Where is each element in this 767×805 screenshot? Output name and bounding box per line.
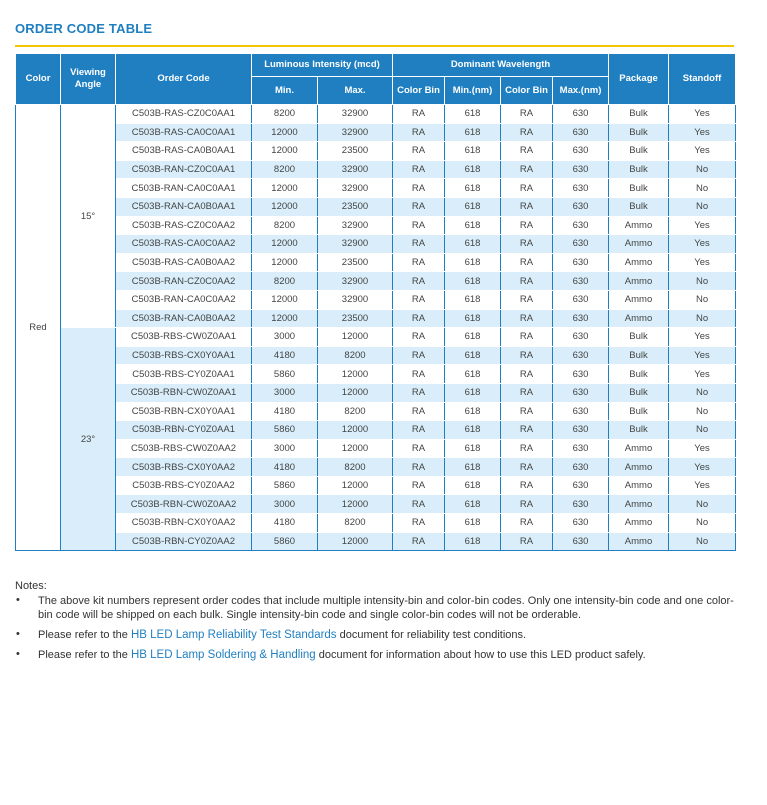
header-lum-max: Max. [318,77,393,105]
color-bin-cell: RA [393,253,445,272]
lum-min-cell: 12000 [252,309,318,328]
standoff-cell: Yes [669,328,736,347]
color-bin-cell: RA [501,309,553,328]
package-cell: Ammo [609,532,669,551]
color-bin-cell: RA [501,383,553,402]
color-bin-cell: RA [393,309,445,328]
lum-max-cell: 12000 [318,439,393,458]
color-bin-cell: RA [501,290,553,309]
color-bin-cell: RA [501,253,553,272]
lum-max-cell: 32900 [318,235,393,254]
lum-min-cell: 3000 [252,328,318,347]
wavelength-min-cell: 618 [445,346,501,365]
package-cell: Ammo [609,495,669,514]
viewing-angle-cell: 15° [61,105,116,328]
wavelength-max-cell: 630 [553,197,609,216]
wavelength-min-cell: 618 [445,235,501,254]
wavelength-min-cell: 618 [445,365,501,384]
table-row [16,532,736,551]
order-code-cell: C503B-RBS-CX0Y0AA1 [116,346,252,365]
order-code-cell: C503B-RAS-CA0C0AA2 [116,235,252,254]
bullet: • [16,648,20,660]
color-bin-cell: RA [501,365,553,384]
lum-max-cell: 32900 [318,272,393,291]
standoff-cell: No [669,383,736,402]
table-row [16,402,736,421]
lum-max-cell: 23500 [318,253,393,272]
soldering-handling-link[interactable]: HB LED Lamp Soldering & Handling [130,649,316,661]
order-code-cell: C503B-RAS-CA0B0AA2 [116,253,252,272]
wavelength-max-cell: 630 [553,216,609,235]
standoff-cell: Yes [669,123,736,142]
wavelength-max-cell: 630 [553,346,609,365]
lum-max-cell: 12000 [318,383,393,402]
order-code-cell: C503B-RAS-CZ0C0AA1 [116,105,252,124]
wavelength-min-cell: 618 [445,197,501,216]
color-bin-cell: RA [501,421,553,440]
package-cell: Bulk [609,328,669,347]
header-color: Color [16,54,61,105]
order-code-cell: C503B-RBN-CW0Z0AA1 [116,383,252,402]
wavelength-min-cell: 618 [445,216,501,235]
order-code-cell: C503B-RAS-CA0C0AA1 [116,123,252,142]
lum-min-cell: 12000 [252,235,318,254]
package-cell: Bulk [609,123,669,142]
wavelength-max-cell: 630 [553,105,609,124]
color-bin-cell: RA [393,123,445,142]
notes-section [15,580,735,668]
lum-min-cell: 12000 [252,142,318,161]
lum-min-cell: 12000 [252,179,318,198]
color-bin-cell: RA [501,328,553,347]
order-code-cell: C503B-RAS-CA0B0AA1 [116,142,252,161]
standoff-cell: Yes [669,439,736,458]
wavelength-min-cell: 618 [445,309,501,328]
lum-max-cell: 32900 [318,216,393,235]
header-dominant-wavelength: Dominant Wavelength [393,54,609,77]
lum-max-cell: 8200 [318,458,393,477]
lum-max-cell: 23500 [318,142,393,161]
order-code-cell: C503B-RBN-CX0Y0AA2 [116,514,252,533]
color-bin-cell: RA [501,458,553,477]
order-code-cell: C503B-RBS-CW0Z0AA2 [116,439,252,458]
wavelength-max-cell: 630 [553,253,609,272]
table-row [16,514,736,533]
standoff-cell: Yes [669,253,736,272]
color-bin-cell: RA [393,160,445,179]
color-bin-cell: RA [501,142,553,161]
table-row [16,439,736,458]
lum-max-cell: 23500 [318,197,393,216]
wavelength-max-cell: 630 [553,235,609,254]
wavelength-max-cell: 630 [553,439,609,458]
standoff-cell: No [669,160,736,179]
standoff-cell: Yes [669,365,736,384]
standoff-cell: Yes [669,142,736,161]
wavelength-min-cell: 618 [445,253,501,272]
order-code-cell: C503B-RBN-CW0Z0AA2 [116,495,252,514]
standoff-cell: Yes [669,216,736,235]
order-code-table [15,53,736,551]
table-row [16,179,736,198]
color-bin-cell: RA [393,495,445,514]
standoff-cell: No [669,402,736,421]
table-row [16,272,736,291]
package-cell: Bulk [609,402,669,421]
package-cell: Ammo [609,309,669,328]
color-bin-cell: RA [501,476,553,495]
standoff-cell: No [669,179,736,198]
order-code-cell: C503B-RBS-CW0Z0AA1 [116,328,252,347]
wavelength-min-cell: 618 [445,290,501,309]
table-row [16,365,736,384]
lum-min-cell: 5860 [252,532,318,551]
lum-min-cell: 12000 [252,123,318,142]
lum-min-cell: 4180 [252,514,318,533]
lum-max-cell: 12000 [318,328,393,347]
wavelength-max-cell: 630 [553,495,609,514]
wavelength-min-cell: 618 [445,142,501,161]
header-color-bin-max: Color Bin [501,77,553,105]
order-code-cell: C503B-RAN-CZ0C0AA1 [116,160,252,179]
color-bin-cell: RA [393,346,445,365]
bullet: • [16,594,20,606]
wavelength-max-cell: 630 [553,365,609,384]
color-bin-cell: RA [393,365,445,384]
standoff-cell: No [669,309,736,328]
order-code-cell: C503B-RBS-CY0Z0AA2 [116,476,252,495]
color-bin-cell: RA [393,458,445,477]
wavelength-min-cell: 618 [445,495,501,514]
package-cell: Bulk [609,160,669,179]
wavelength-max-cell: 630 [553,309,609,328]
wavelength-min-cell: 618 [445,179,501,198]
package-cell: Ammo [609,458,669,477]
wavelength-max-cell: 630 [553,160,609,179]
wavelength-min-cell: 618 [445,383,501,402]
wavelength-max-cell: 630 [553,123,609,142]
lum-max-cell: 12000 [318,421,393,440]
note-item [15,628,735,642]
package-cell: Ammo [609,290,669,309]
order-code-cell: C503B-RAS-CZ0C0AA2 [116,216,252,235]
lum-min-cell: 5860 [252,365,318,384]
note-item [15,594,735,622]
color-bin-cell: RA [393,235,445,254]
color-cell: Red [16,105,61,551]
page-title: ORDER CODE TABLE [15,21,153,36]
table-row [16,476,736,495]
wavelength-max-cell: 630 [553,402,609,421]
lum-max-cell: 32900 [318,105,393,124]
standoff-cell: No [669,197,736,216]
wavelength-max-cell: 630 [553,142,609,161]
order-code-cell: C503B-RAN-CA0B0AA1 [116,197,252,216]
header-wavelength-max: Max.(nm) [553,77,609,105]
lum-max-cell: 12000 [318,495,393,514]
lum-min-cell: 8200 [252,160,318,179]
title-underline [15,45,734,47]
order-code-cell: C503B-RBN-CX0Y0AA1 [116,402,252,421]
table-row [16,197,736,216]
color-bin-cell: RA [501,179,553,198]
wavelength-max-cell: 630 [553,458,609,477]
lum-max-cell: 8200 [318,346,393,365]
color-bin-cell: RA [393,197,445,216]
lum-max-cell: 8200 [318,514,393,533]
order-code-cell: C503B-RBN-CY0Z0AA1 [116,421,252,440]
lum-min-cell: 4180 [252,458,318,477]
color-bin-cell: RA [393,216,445,235]
table-row [16,160,736,179]
header-wavelength-min: Min.(nm) [445,77,501,105]
wavelength-min-cell: 618 [445,402,501,421]
color-bin-cell: RA [501,197,553,216]
lum-min-cell: 12000 [252,253,318,272]
color-bin-cell: RA [501,514,553,533]
standoff-cell: Yes [669,458,736,477]
color-bin-cell: RA [393,439,445,458]
reliability-standards-link[interactable]: HB LED Lamp Reliability Test Standards [130,629,337,641]
color-bin-cell: RA [501,235,553,254]
lum-max-cell: 32900 [318,179,393,198]
wavelength-min-cell: 618 [445,439,501,458]
table-row [16,346,736,365]
order-code-cell: C503B-RBS-CY0Z0AA1 [116,365,252,384]
package-cell: Ammo [609,476,669,495]
header-viewing-angle: Viewing Angle [61,54,116,105]
table-row [16,235,736,254]
lum-max-cell: 23500 [318,309,393,328]
color-bin-cell: RA [501,272,553,291]
wavelength-min-cell: 618 [445,272,501,291]
header-lum-min: Min. [252,77,318,105]
note-text: Please refer to the [38,649,131,661]
color-bin-cell: RA [393,142,445,161]
standoff-cell: Yes [669,346,736,365]
package-cell: Ammo [609,439,669,458]
color-bin-cell: RA [501,532,553,551]
notes-heading: Notes: [15,580,47,592]
color-bin-cell: RA [393,514,445,533]
table-row [16,495,736,514]
order-code-cell: C503B-RAN-CA0B0AA2 [116,309,252,328]
header-order-code: Order Code [116,54,252,105]
color-bin-cell: RA [393,532,445,551]
wavelength-min-cell: 618 [445,476,501,495]
lum-min-cell: 3000 [252,383,318,402]
package-cell: Ammo [609,235,669,254]
standoff-cell: No [669,290,736,309]
table-row [16,105,736,124]
color-bin-cell: RA [501,402,553,421]
lum-min-cell: 12000 [252,197,318,216]
standoff-cell: No [669,495,736,514]
color-bin-cell: RA [393,290,445,309]
wavelength-max-cell: 630 [553,532,609,551]
table-row [16,309,736,328]
wavelength-max-cell: 630 [553,290,609,309]
standoff-cell: Yes [669,105,736,124]
order-code-cell: C503B-RAN-CA0C0AA2 [116,290,252,309]
lum-min-cell: 3000 [252,495,318,514]
header-package: Package [609,54,669,105]
package-cell: Bulk [609,421,669,440]
lum-max-cell: 12000 [318,476,393,495]
wavelength-max-cell: 630 [553,514,609,533]
header-color-bin-min: Color Bin [393,77,445,105]
lum-max-cell: 32900 [318,123,393,142]
note-text: Please refer to the [38,629,131,641]
lum-min-cell: 5860 [252,421,318,440]
color-bin-cell: RA [501,123,553,142]
wavelength-min-cell: 618 [445,105,501,124]
wavelength-min-cell: 618 [445,514,501,533]
table-row [16,216,736,235]
lum-max-cell: 32900 [318,160,393,179]
package-cell: Bulk [609,105,669,124]
standoff-cell: Yes [669,235,736,254]
lum-max-cell: 12000 [318,365,393,384]
lum-min-cell: 4180 [252,346,318,365]
wavelength-max-cell: 630 [553,179,609,198]
lum-min-cell: 4180 [252,402,318,421]
lum-min-cell: 12000 [252,290,318,309]
package-cell: Bulk [609,365,669,384]
wavelength-min-cell: 618 [445,328,501,347]
lum-min-cell: 5860 [252,476,318,495]
standoff-cell: No [669,421,736,440]
standoff-cell: Yes [669,476,736,495]
lum-min-cell: 3000 [252,439,318,458]
wavelength-min-cell: 618 [445,532,501,551]
wavelength-max-cell: 630 [553,383,609,402]
order-code-cell: C503B-RAN-CA0C0AA1 [116,179,252,198]
color-bin-cell: RA [501,346,553,365]
note-text: The above kit numbers represent order codes that include multiple intensity-bin and color-bin codes. Only one intensity-bin code and one color-bin code will be shipped on each bulk. Single intensity-bin code and single color-bin codes will not be orderable. [38,595,734,621]
package-cell: Ammo [609,514,669,533]
color-bin-cell: RA [393,272,445,291]
table-row [16,290,736,309]
note-item [15,648,735,662]
package-cell: Ammo [609,253,669,272]
color-bin-cell: RA [501,439,553,458]
standoff-cell: No [669,272,736,291]
color-bin-cell: RA [501,495,553,514]
package-cell: Bulk [609,346,669,365]
table-body [16,105,736,551]
color-bin-cell: RA [501,160,553,179]
bullet: • [16,628,20,640]
color-bin-cell: RA [393,179,445,198]
package-cell: Bulk [609,197,669,216]
wavelength-max-cell: 630 [553,272,609,291]
wavelength-min-cell: 618 [445,123,501,142]
table-row [16,383,736,402]
package-cell: Bulk [609,383,669,402]
color-bin-cell: RA [393,402,445,421]
table-row [16,458,736,477]
wavelength-min-cell: 618 [445,458,501,477]
color-bin-cell: RA [501,105,553,124]
order-code-cell: C503B-RAN-CZ0C0AA2 [116,272,252,291]
lum-max-cell: 32900 [318,290,393,309]
color-bin-cell: RA [501,216,553,235]
table-row [16,142,736,161]
lum-max-cell: 12000 [318,532,393,551]
package-cell: Ammo [609,272,669,291]
table-row [16,328,736,347]
lum-max-cell: 8200 [318,402,393,421]
color-bin-cell: RA [393,328,445,347]
header-luminous-intensity: Luminous Intensity (mcd) [252,54,393,77]
wavelength-min-cell: 618 [445,421,501,440]
wavelength-min-cell: 618 [445,160,501,179]
note-text: document for reliability test conditions. [336,629,527,641]
table-row [16,421,736,440]
order-code-cell: C503B-RBS-CX0Y0AA2 [116,458,252,477]
viewing-angle-cell: 23° [61,328,116,551]
package-cell: Bulk [609,179,669,198]
color-bin-cell: RA [393,105,445,124]
lum-min-cell: 8200 [252,272,318,291]
standoff-cell: No [669,514,736,533]
standoff-cell: No [669,532,736,551]
color-bin-cell: RA [393,421,445,440]
table-row [16,253,736,272]
wavelength-max-cell: 630 [553,328,609,347]
note-text: document for information about how to use this LED product safely. [315,649,646,661]
color-bin-cell: RA [393,476,445,495]
table-row [16,123,736,142]
package-cell: Bulk [609,142,669,161]
lum-min-cell: 8200 [252,105,318,124]
color-bin-cell: RA [393,383,445,402]
order-code-cell: C503B-RBN-CY0Z0AA2 [116,532,252,551]
lum-min-cell: 8200 [252,216,318,235]
wavelength-max-cell: 630 [553,421,609,440]
wavelength-max-cell: 630 [553,476,609,495]
package-cell: Ammo [609,216,669,235]
header-standoff: Standoff [669,54,736,105]
